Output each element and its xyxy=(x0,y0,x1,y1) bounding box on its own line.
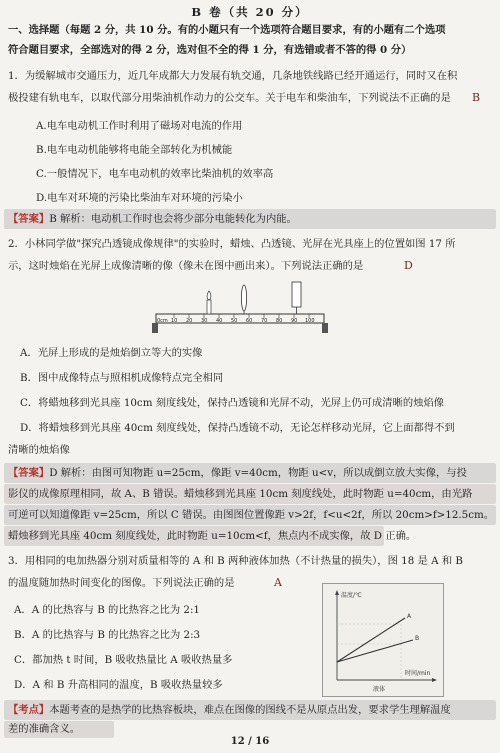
bench-tick-40: 40 xyxy=(216,318,223,324)
page-number: 12 / 16 xyxy=(230,736,270,747)
q1-option-b: B.电车电动机能够将电能全部转化为机械能 xyxy=(36,144,233,156)
q2-answer-line2: 影仪的成像原理相同，故 A、B 错误。蜡烛移到光具座 10cm 刻度线处，此时物距 u=40cm，由光路 xyxy=(8,488,473,500)
bench-tick-20: 20 xyxy=(186,318,193,324)
candle-icon xyxy=(207,291,211,314)
q1-stem-line1: 1．为缓解城市交通压力，近几年成都大力发展有轨交通，几条地铁线路已经开通运行，同时又在积 xyxy=(8,70,458,82)
q3-kaodian-tag: 【考点】 xyxy=(8,704,50,716)
graph-y-axis-label: 温度/℃ xyxy=(341,592,362,599)
q2-option-a: A．光屏上形成的是烛焰倒立等大的实像 xyxy=(20,347,203,359)
q3-option-c: C．都加热 t 时间，B 吸收热量比 A 吸收热量多 xyxy=(14,654,233,666)
bench-tick-50: 50 xyxy=(231,318,238,324)
temperature-time-graph xyxy=(322,583,444,697)
q3-handwritten-answer: A xyxy=(274,576,282,589)
bench-tick-70: 70 xyxy=(261,318,268,324)
q1-answer xyxy=(8,209,494,229)
q3-stem-line1: 3．用相同的电加热器分别对质量相等的 A 和 B 两种液体加热（不计热量的损失），图 18 是 A 和 B xyxy=(8,555,463,567)
bench-tick-80: 80 xyxy=(276,318,283,324)
q3-stem-line2: 的温度随加热时间变化的图像。下列说法正确的是 xyxy=(8,577,235,589)
q1-handwritten-answer: B xyxy=(472,91,481,104)
q1-option-d: D.电车对环境的污染比柴油车对环境的污染小 xyxy=(36,192,243,204)
q1-answer-tag: 【答案】 xyxy=(8,213,50,225)
q3-option-a: A．A 的比热容与 B 的比热容之比为 2:1 xyxy=(14,604,200,616)
convex-lens-icon xyxy=(241,285,246,314)
q2-stem-line1: 2．小林同学做"探究凸透镜成像规律"的实验时，蜡烛、凸透镜、光屏在光具座上的位置如图 17 所 xyxy=(8,238,456,250)
q3-kaodian-text-1: 本题考查的是热学的比热容板块，难点在图像的图线不是从原点出发，要求学生理解温度 xyxy=(49,704,451,716)
svg-text:A: A xyxy=(407,613,412,620)
q2-stem-line2: 示，这时烛焰在光屏上成像清晰的像（像未在图中画出来）。下列说法正确的是 xyxy=(8,260,364,272)
page-title: B 卷（共 20 分） xyxy=(191,5,309,19)
section-instructions-line1: 一、选择题（每题 2 分，共 10 分。有的小题只有一个选项符合题目要求，有的小题有二个选项 xyxy=(8,24,446,36)
section-instructions-line2: 符合题目要求，全部选对的得 2 分，选对但不全的得 1 分，有选错或者不答的得 0 分） xyxy=(8,44,412,56)
q3-option-d: D．A 和 B 升高相同的温度，B 吸收热量较多 xyxy=(14,679,223,691)
bench-zero-label: 0cm xyxy=(157,318,168,324)
line-b xyxy=(337,640,413,662)
q3-kaodian-line1 xyxy=(8,700,494,720)
q2-option-c: C．将蜡烛移到光具座 10cm 刻度线处，保持凸透镜和光屏不动，光屏上仍可成清晰的烛焰像 xyxy=(20,397,445,409)
q2-answer-line3: 可逆可以知道像距 v=25cm，所以 C 错误。由图图位置像距 v>2f，f<u<2f，所以 20cm>f>12.5cm。 xyxy=(8,509,494,521)
q2-handwritten-answer: D xyxy=(404,259,413,272)
q1-answer-text: B 解析：电动机工作时也会将少部分电能转化为内能。 xyxy=(49,213,297,225)
bench-tick-90: 90 xyxy=(291,318,298,324)
graph-caption: 液体 xyxy=(373,686,386,693)
q3-option-b: B．A 的比热容与 B 的比热容之比为 2:3 xyxy=(14,629,201,641)
line-a xyxy=(337,618,405,662)
bench-tick-30: 30 xyxy=(201,318,208,324)
bench-tick-60: 60 xyxy=(246,318,253,324)
bench-tick-10: 10 xyxy=(171,318,178,324)
graph-x-axis-label: 时间/min xyxy=(405,670,431,677)
q2-option-b: B．图中成像特点与照相机成像特点完全相同 xyxy=(20,372,224,384)
q2-option-d-continued: 清晰的烛焰像 xyxy=(8,444,70,456)
q3-kaodian-line2: 差的准确含义。 xyxy=(8,723,81,735)
bench-tick-100: 100 xyxy=(305,318,315,324)
q2-answer-tag: 【答案】 xyxy=(8,467,50,479)
q2-answer-line4: 蜡烛移到光具座 40cm 刻度线处，此时物距 u=10cm<f，焦点内不成实像，故 D 正确。 xyxy=(8,530,417,542)
q2-option-d: D．将蜡烛移到光具座 40cm 刻度线处，保持凸透镜不动，无论怎样移动光屏，它上面都得不到 xyxy=(20,422,455,434)
light-screen-icon xyxy=(292,282,301,314)
q1-option-a: A.电车电动机工作时利用了磁场对电流的作用 xyxy=(36,120,243,132)
optical-bench-figure xyxy=(150,276,330,338)
q2-answer-text-1: D 解析：由图可知物距 u=25cm，像距 v=40cm，物距 u<v，所以成倒立放大实像，与投 xyxy=(49,467,467,479)
q2-answer-line1 xyxy=(8,463,494,483)
svg-text:B: B xyxy=(415,635,420,642)
q1-option-c: C.一般情况下，电车电动机的效率比柴油机的效率高 xyxy=(36,168,274,180)
q1-stem-line2: 极投建有轨电车，以取代部分用柴油机作动力的公交车。关于电车和柴油车，下列说法不正确的是 xyxy=(8,92,451,104)
